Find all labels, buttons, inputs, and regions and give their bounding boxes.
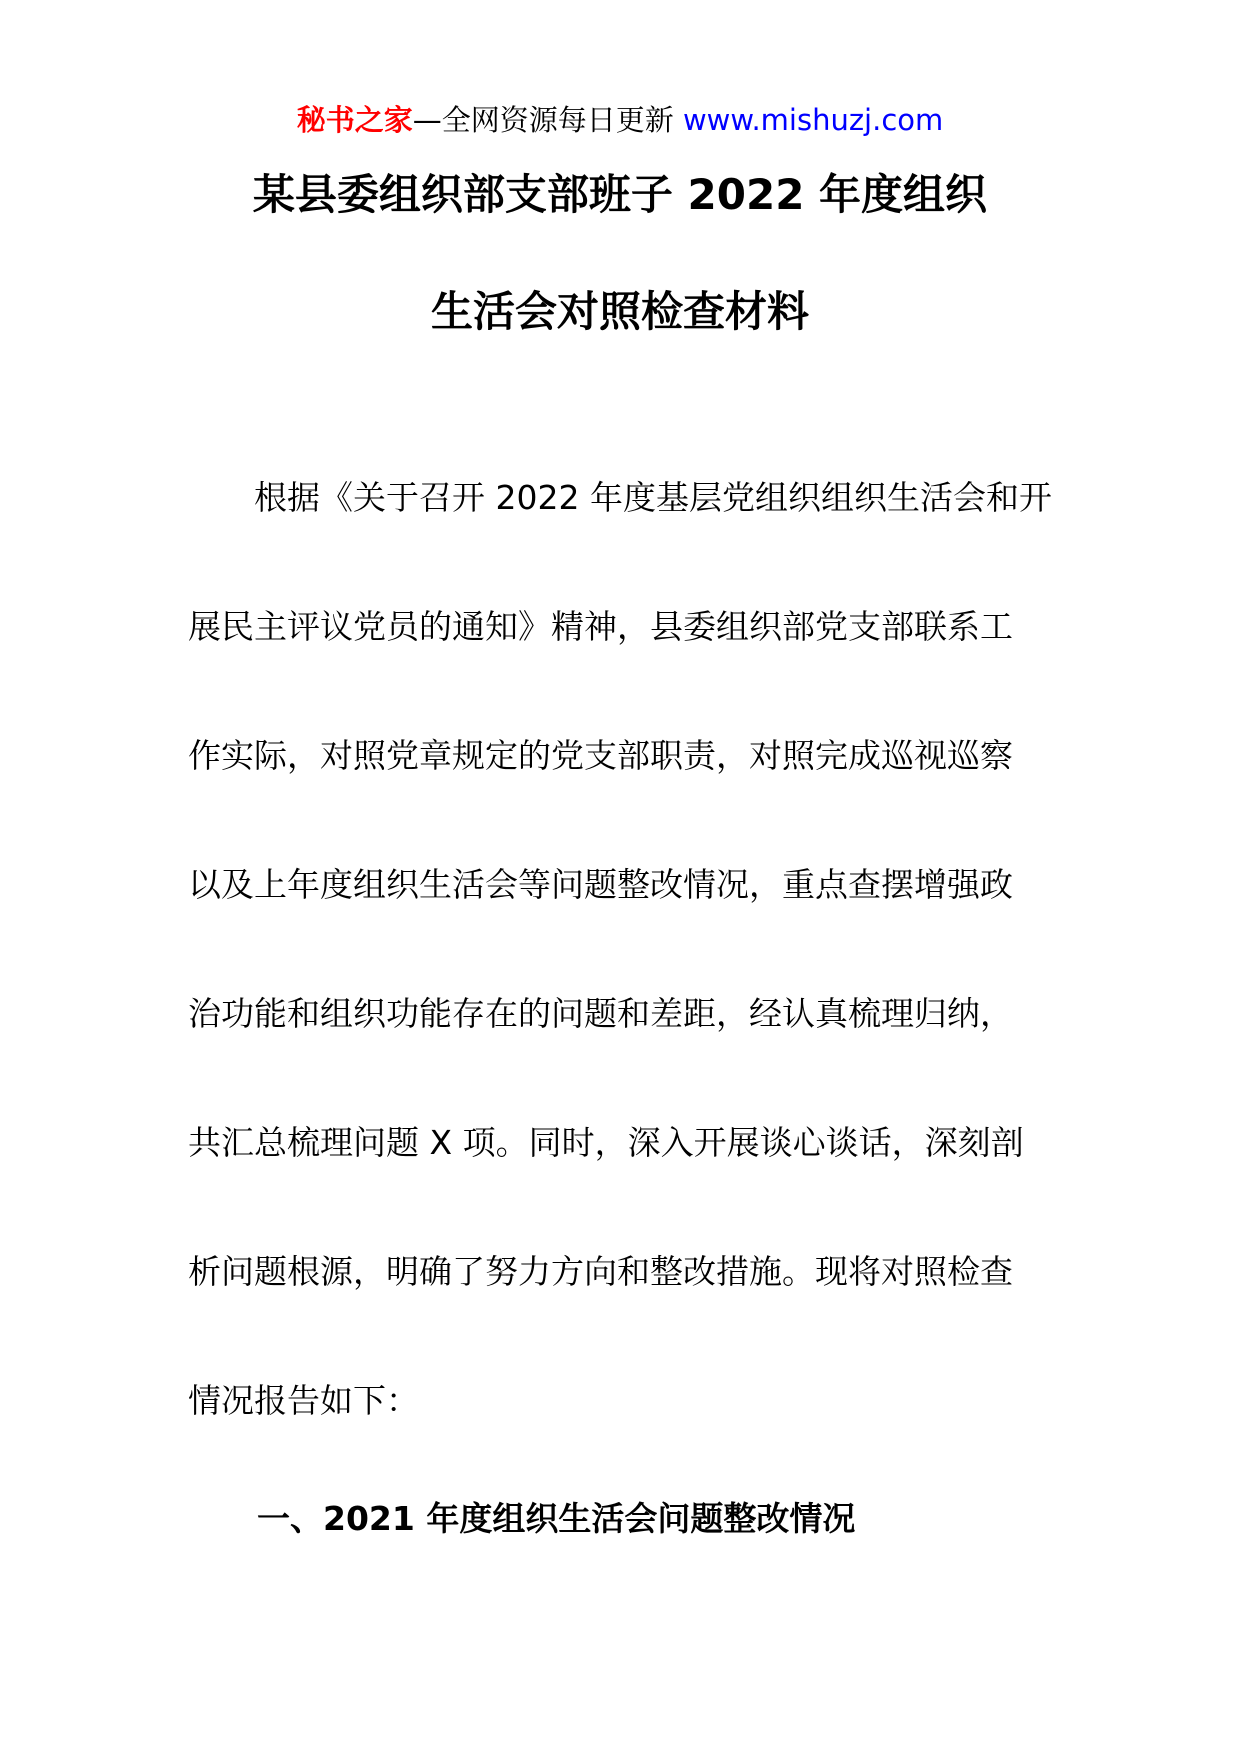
- paragraph-line: 共汇总梳理问题 X 项。同时，深入开展谈心谈话，深刻剖: [188, 1123, 1024, 1162]
- paragraph-line: 根据《关于召开 2022 年度基层党组织组织生活会和开: [254, 478, 1052, 517]
- paragraph-line: 治功能和组织功能存在的问题和差距，经认真梳理归纳，: [188, 994, 1013, 1033]
- paragraph-line: 析问题根源，明确了努力方向和整改措施。现将对照检查: [188, 1252, 1013, 1291]
- site-slogan: —全网资源每日更新: [412, 103, 674, 137]
- paragraph-line: 以及上年度组织生活会等问题整改情况，重点查摆增强政: [188, 865, 1013, 904]
- site-header: [0, 100, 1240, 140]
- site-url-link[interactable]: www.mishuzj.com: [682, 103, 944, 137]
- document-title-line-1: 某县委组织部支部班子 2022 年度组织: [252, 170, 988, 219]
- section-heading: 一、2021 年度组织生活会问题整改情况: [257, 1499, 856, 1538]
- paragraph-line: 情况报告如下：: [188, 1381, 419, 1420]
- paragraph-line: 作实际，对照党章规定的党支部职责，对照完成巡视巡察: [188, 736, 1013, 775]
- site-brand: 秘书之家: [296, 103, 413, 137]
- paragraph-line: 展民主评议党员的通知》精神，县委组织部党支部联系工: [188, 607, 1013, 646]
- document-title-line-2: 生活会对照检查材料: [430, 287, 809, 336]
